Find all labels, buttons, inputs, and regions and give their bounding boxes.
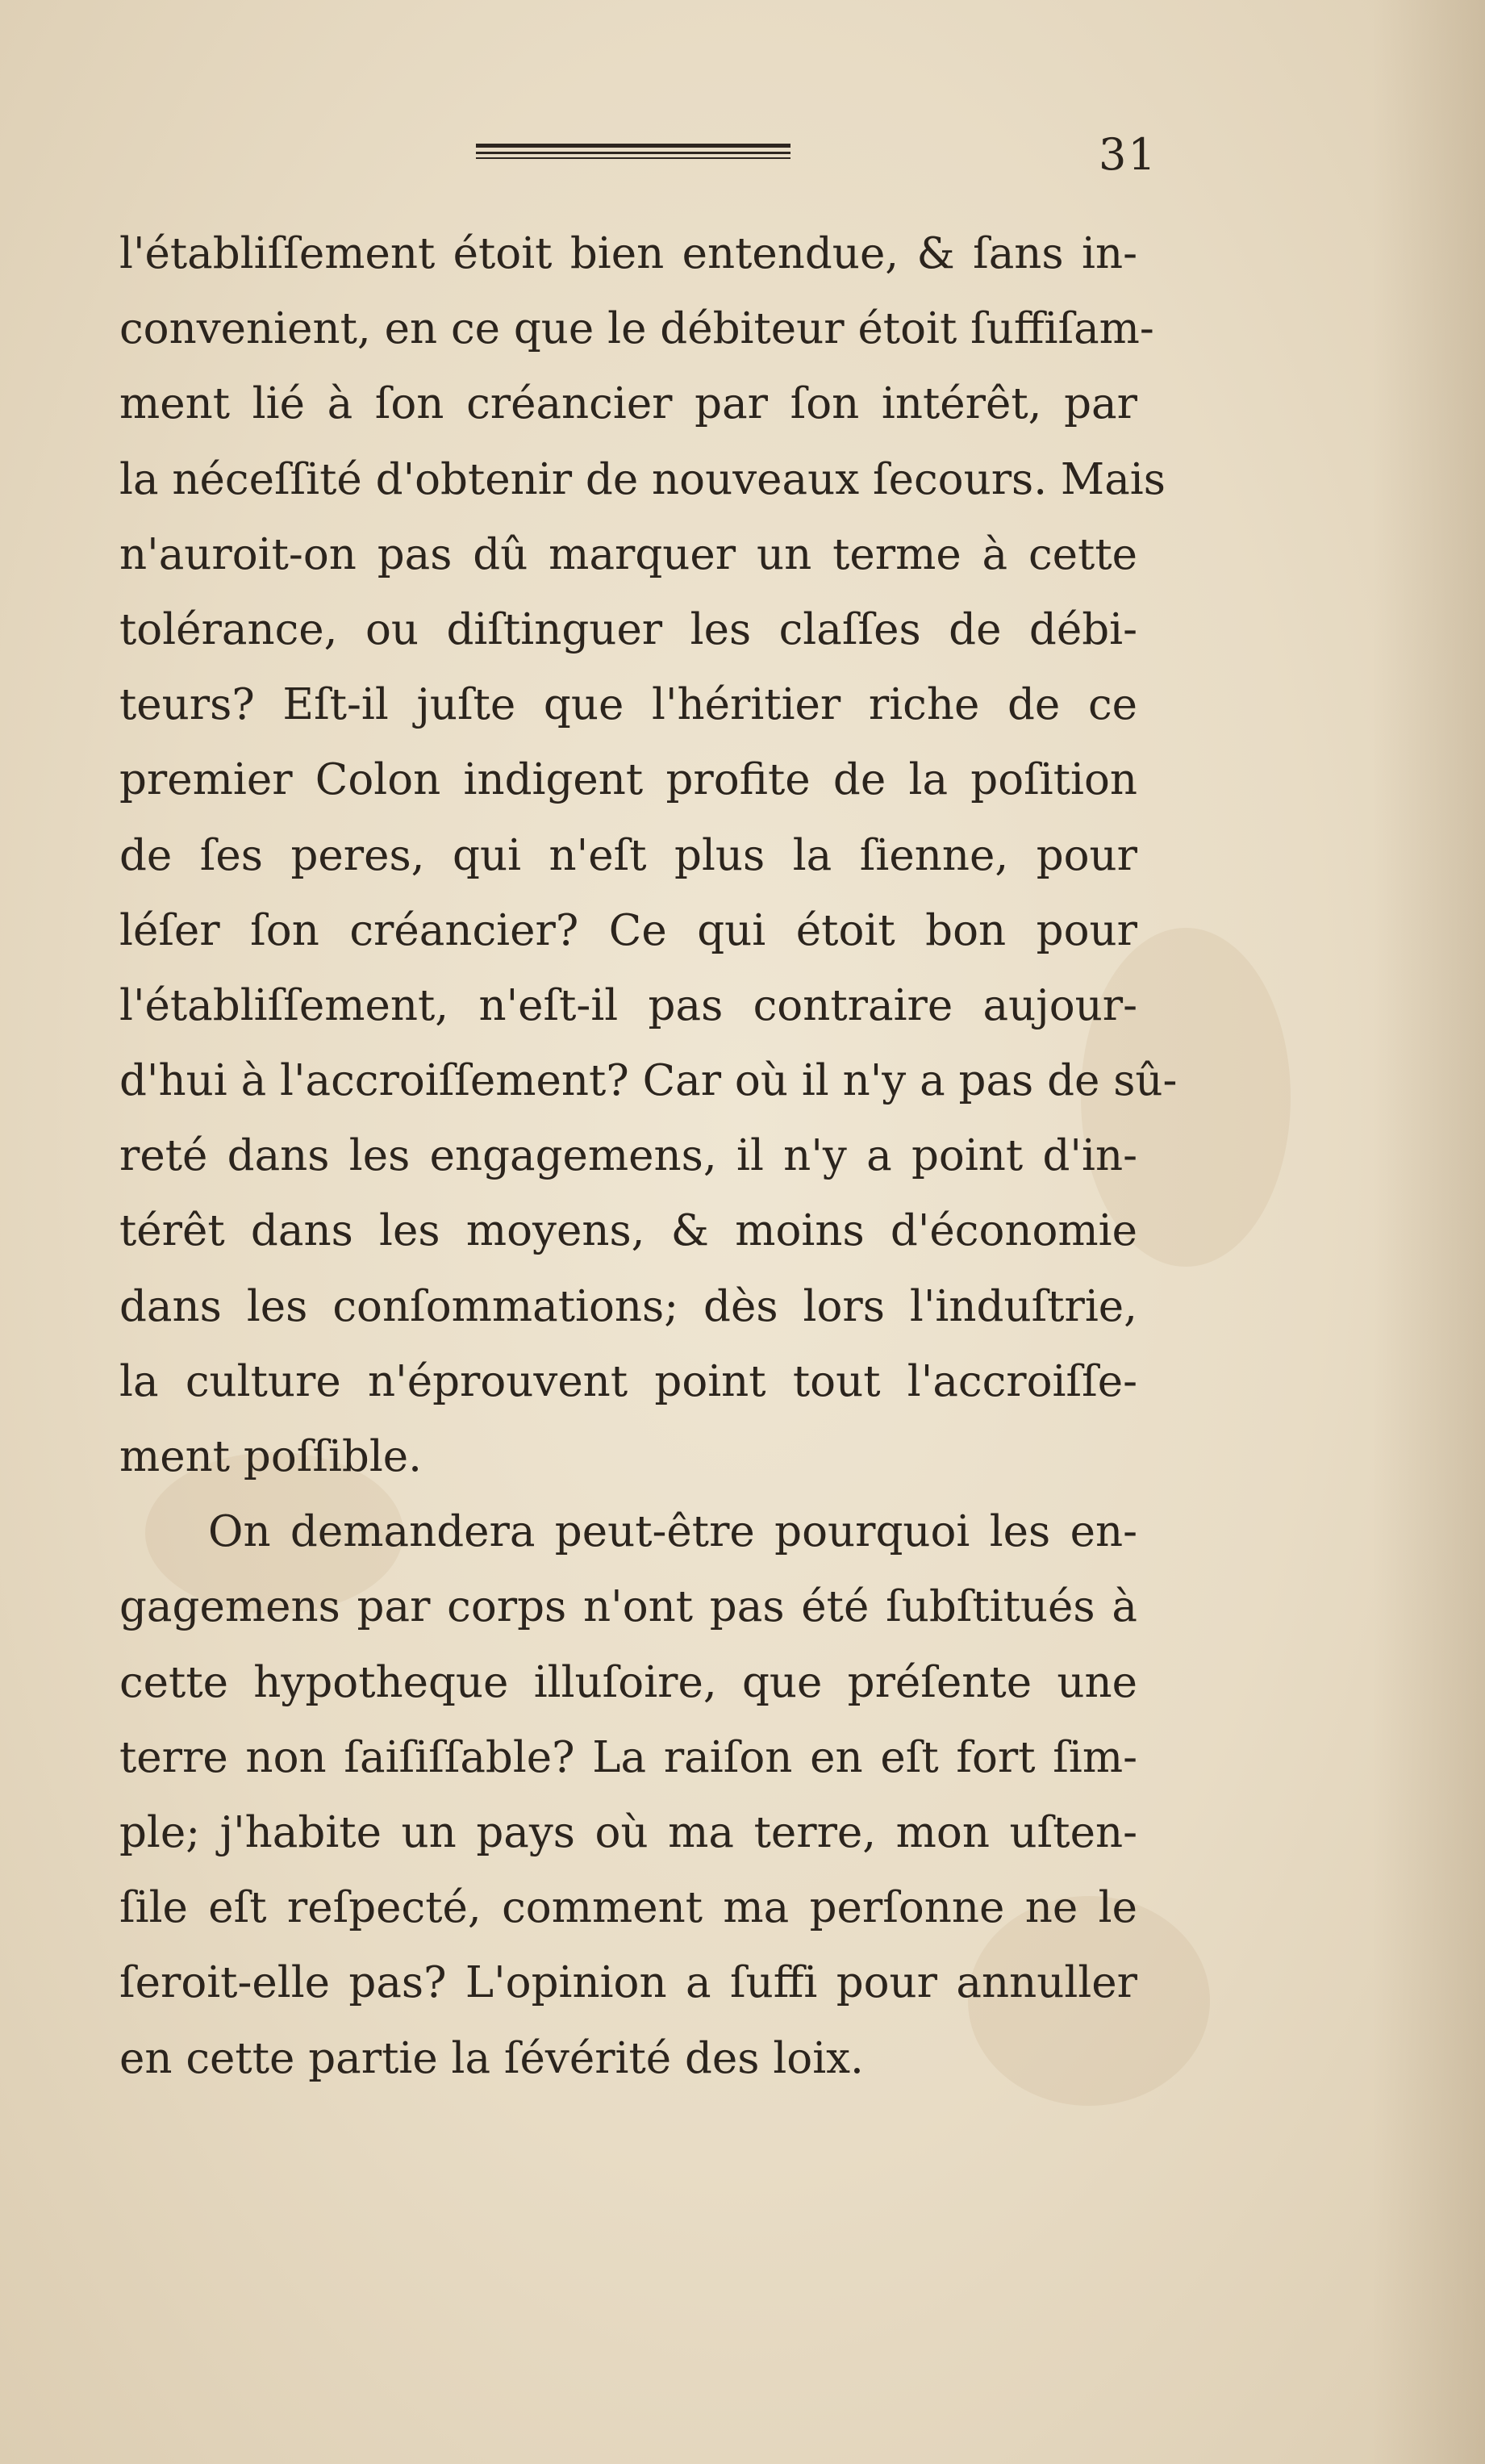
- text-line: térêt dans les moyens, & moins d'économie: [119, 1206, 1137, 1256]
- text-line: terre non ſaiſiſſable? La raiſon en eſt fort ſim-: [119, 1732, 1137, 1782]
- text-line: l'établiſſement étoit bien entendue, & ſans in-: [119, 229, 1137, 278]
- text-line: tolérance, ou diſtinguer les claſſes de débi-: [119, 604, 1137, 654]
- text-line: l'établiſſement, n'eſt-il pas contraire aujour-: [119, 980, 1137, 1030]
- text-line: ment poſſible.: [119, 1432, 423, 1481]
- body-text: [119, 216, 1178, 2096]
- header-rule-line: [476, 157, 790, 159]
- text-line: gagemens par corps n'ont pas été ſubſtitués à: [119, 1582, 1137, 1632]
- text-line: n'auroit-on pas dû marquer un terme à cette: [119, 529, 1137, 579]
- text-line: la culture n'éprouvent point tout l'accroiſſe-: [119, 1356, 1137, 1406]
- text-line: d'hui à l'accroiſſement? Car où il n'y a pas de sû-: [119, 1056, 1178, 1106]
- text-line: de ſes peres, qui n'eſt plus la ſienne, pour: [119, 830, 1137, 880]
- text-line: cette hypotheque illuſoire, que préſente une: [119, 1657, 1137, 1707]
- page-edge-shading: [1372, 0, 1485, 2464]
- text-line: ſeroit-elle pas? L'opinion a ſuffi pour annuller: [119, 1958, 1137, 2008]
- text-line: léſer ſon créancier? Ce qui étoit bon pour: [119, 905, 1137, 955]
- text-line: premier Colon indigent profite de la poſition: [119, 755, 1137, 805]
- text-line: convenient, en ce que le débiteur étoit ſuffiſam-: [119, 304, 1154, 354]
- text-line: reté dans les engagemens, il n'y a point d'in-: [119, 1131, 1137, 1181]
- header-rule-line: [476, 144, 790, 148]
- text-line: ſile eſt reſpecté, comment ma perſonne ne le: [119, 1883, 1137, 1933]
- header-rule-line: [476, 152, 790, 154]
- page-number: 31: [1099, 129, 1158, 180]
- header-rule: [476, 144, 790, 160]
- text-line: dans les conſommations; dès lors l'induſtrie,: [119, 1281, 1137, 1331]
- text-line: teurs? Eſt-il juſte que l'héritier riche de ce: [119, 680, 1137, 730]
- text-line: ple; j'habite un pays où ma terre, mon uſten-: [119, 1807, 1137, 1857]
- text-line: en cette partie la ſévérité des loix.: [119, 2033, 864, 2083]
- text-line: ment lié à ſon créancier par ſon intérêt, par: [119, 379, 1137, 429]
- text-line: On demandera peut-être pourquoi les en-: [208, 1507, 1137, 1557]
- text-line: la néceſſité d'obtenir de nouveaux ſecours. Mais: [119, 454, 1166, 504]
